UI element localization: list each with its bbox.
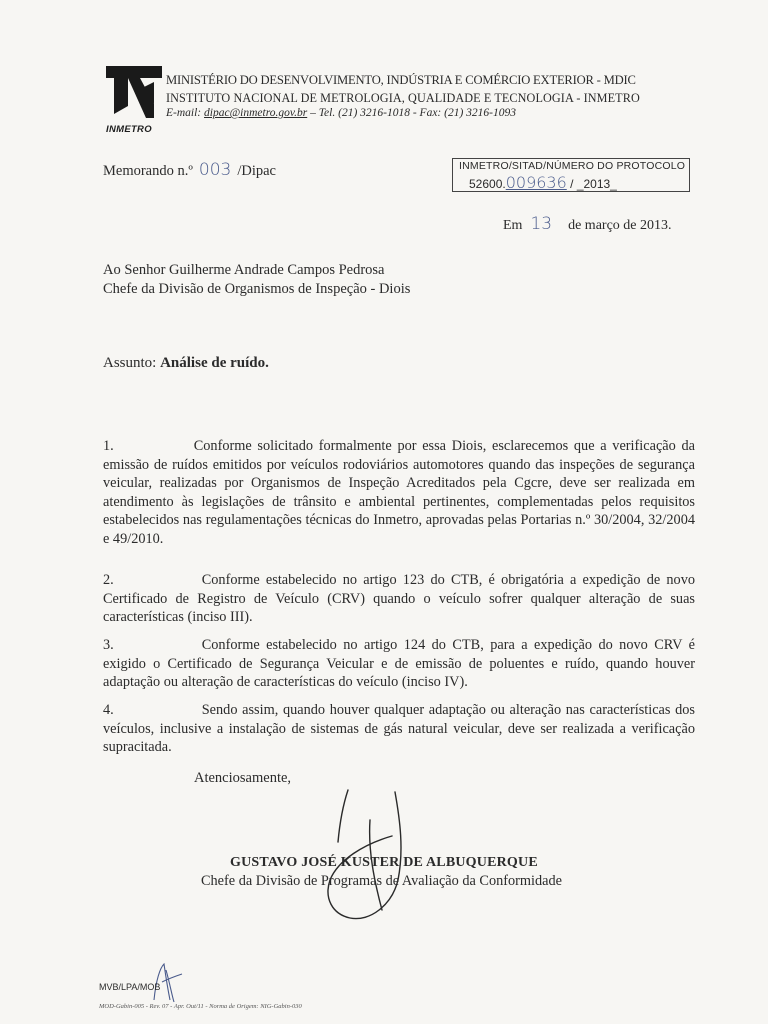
signer-name: GUSTAVO JOSÉ KUSTER DE ALBUQUERQUE (230, 855, 538, 870)
footer-form-code: MOD-Gabin-005 - Rev. 07 - Apr. Out/11 - Norma de Origem: NIG-Gabin-030 (99, 1003, 302, 1010)
paragraph-3 (103, 636, 695, 692)
protocol-sep: / (570, 177, 574, 191)
date-prefix: Em (503, 218, 523, 233)
email-link[interactable]: dipac@inmetro.gov.br (204, 107, 308, 119)
memo-number (103, 160, 276, 180)
recipient-role: Chefe da Divisão de Organismos de Inspeção - Diois (103, 281, 411, 297)
email-label: E-mail: (166, 107, 202, 119)
paragraph-text: Conforme solicitado formalmente por essa Diois, esclarecemos que a verificação da emissão de ruídos emitidos por veículos rodoviários automotores quando das inspeções de segurança veicular, realizadas por Organismos de Inspeção Acreditados pela Cgcre, deve ser realizada em atendimento às legislações de trânsito e ambiental pertinentes, complementadas pelos requisitos estabelecidos nas regulamentações técnicas do Inmetro, aprovadas pelas Portarias n.º 30/2004, 32/2004 e 49/2010. (103, 438, 695, 547)
memo-suffix: /Dipac (237, 163, 276, 179)
logo-caption: INMETRO (106, 124, 152, 135)
date-handwritten-day: 13 (530, 214, 553, 234)
header-institute: INSTITUTO NACIONAL DE METROLOGIA, QUALIDADE E TECNOLOGIA - INMETRO (166, 91, 640, 105)
protocol-year: _2013_ (576, 177, 617, 191)
subject-text: Análise de ruído. (160, 355, 269, 371)
memo-handwritten-number: 003 (198, 160, 232, 180)
subject-line (103, 355, 269, 372)
paragraph-text: Sendo assim, quando houver qualquer adaptação ou alteração nas características dos veículos, inclusive a instalação de sistemas de gás natural veicular, deve ser realizada a verificação supracitada. (103, 702, 695, 756)
paragraph-1 (103, 437, 695, 549)
subject-label: Assunto: (103, 355, 157, 371)
signer-role: Chefe da Divisão de Programas de Avaliação da Conformidade (201, 873, 563, 889)
header-ministry: MINISTÉRIO DO DESENVOLVIMENTO, INDÚSTRIA E COMÉRCIO EXTERIOR - MDIC (166, 73, 636, 87)
closing: Atenciosamente, (194, 770, 292, 786)
recipient-name: Ao Senhor Guilherme Andrade Campos Pedrosa (103, 262, 385, 278)
paragraph-number: 3. (103, 637, 114, 653)
date-rest: de março de 2013. (568, 218, 672, 233)
phone-fax: – Tel. (21) 3216-1018 - Fax: (21) 3216-1093 (310, 107, 516, 119)
protocol-number (469, 173, 617, 192)
paragraph-2 (103, 571, 695, 627)
header-contacts (166, 107, 516, 119)
document-date (503, 214, 672, 234)
paragraph-4 (103, 701, 695, 757)
protocol-handwritten-number: 009636 (505, 173, 567, 192)
paragraph-text: Conforme estabelecido no artigo 123 do CTB, é obrigatória a expedição de novo Certificado de Registro de Veículo (CRV) quando o veículo sofrer qualquer alteração de suas características (inciso III). (103, 572, 695, 626)
protocol-title: INMETRO/SITAD/NÚMERO DO PROTOCOLO (459, 160, 686, 172)
memo-prefix: Memorando n.º (103, 163, 193, 179)
protocol-prefix: 52600. (469, 177, 506, 191)
paragraph-number: 4. (103, 702, 114, 718)
inmetro-logo (106, 66, 162, 126)
footer-initials: MVB/LPA/MOB (99, 982, 161, 992)
paragraph-text: Conforme estabelecido no artigo 124 do CTB, para a expedição do novo CRV é exigido o Certificado de Segurança Veicular e de emissão de poluentes e ruído, quando houver adaptação ou alteração de características do veículo (inciso IV). (103, 637, 695, 691)
paragraph-number: 2. (103, 572, 114, 588)
paragraph-number: 1. (103, 438, 114, 454)
protocol-stamp (452, 158, 690, 192)
